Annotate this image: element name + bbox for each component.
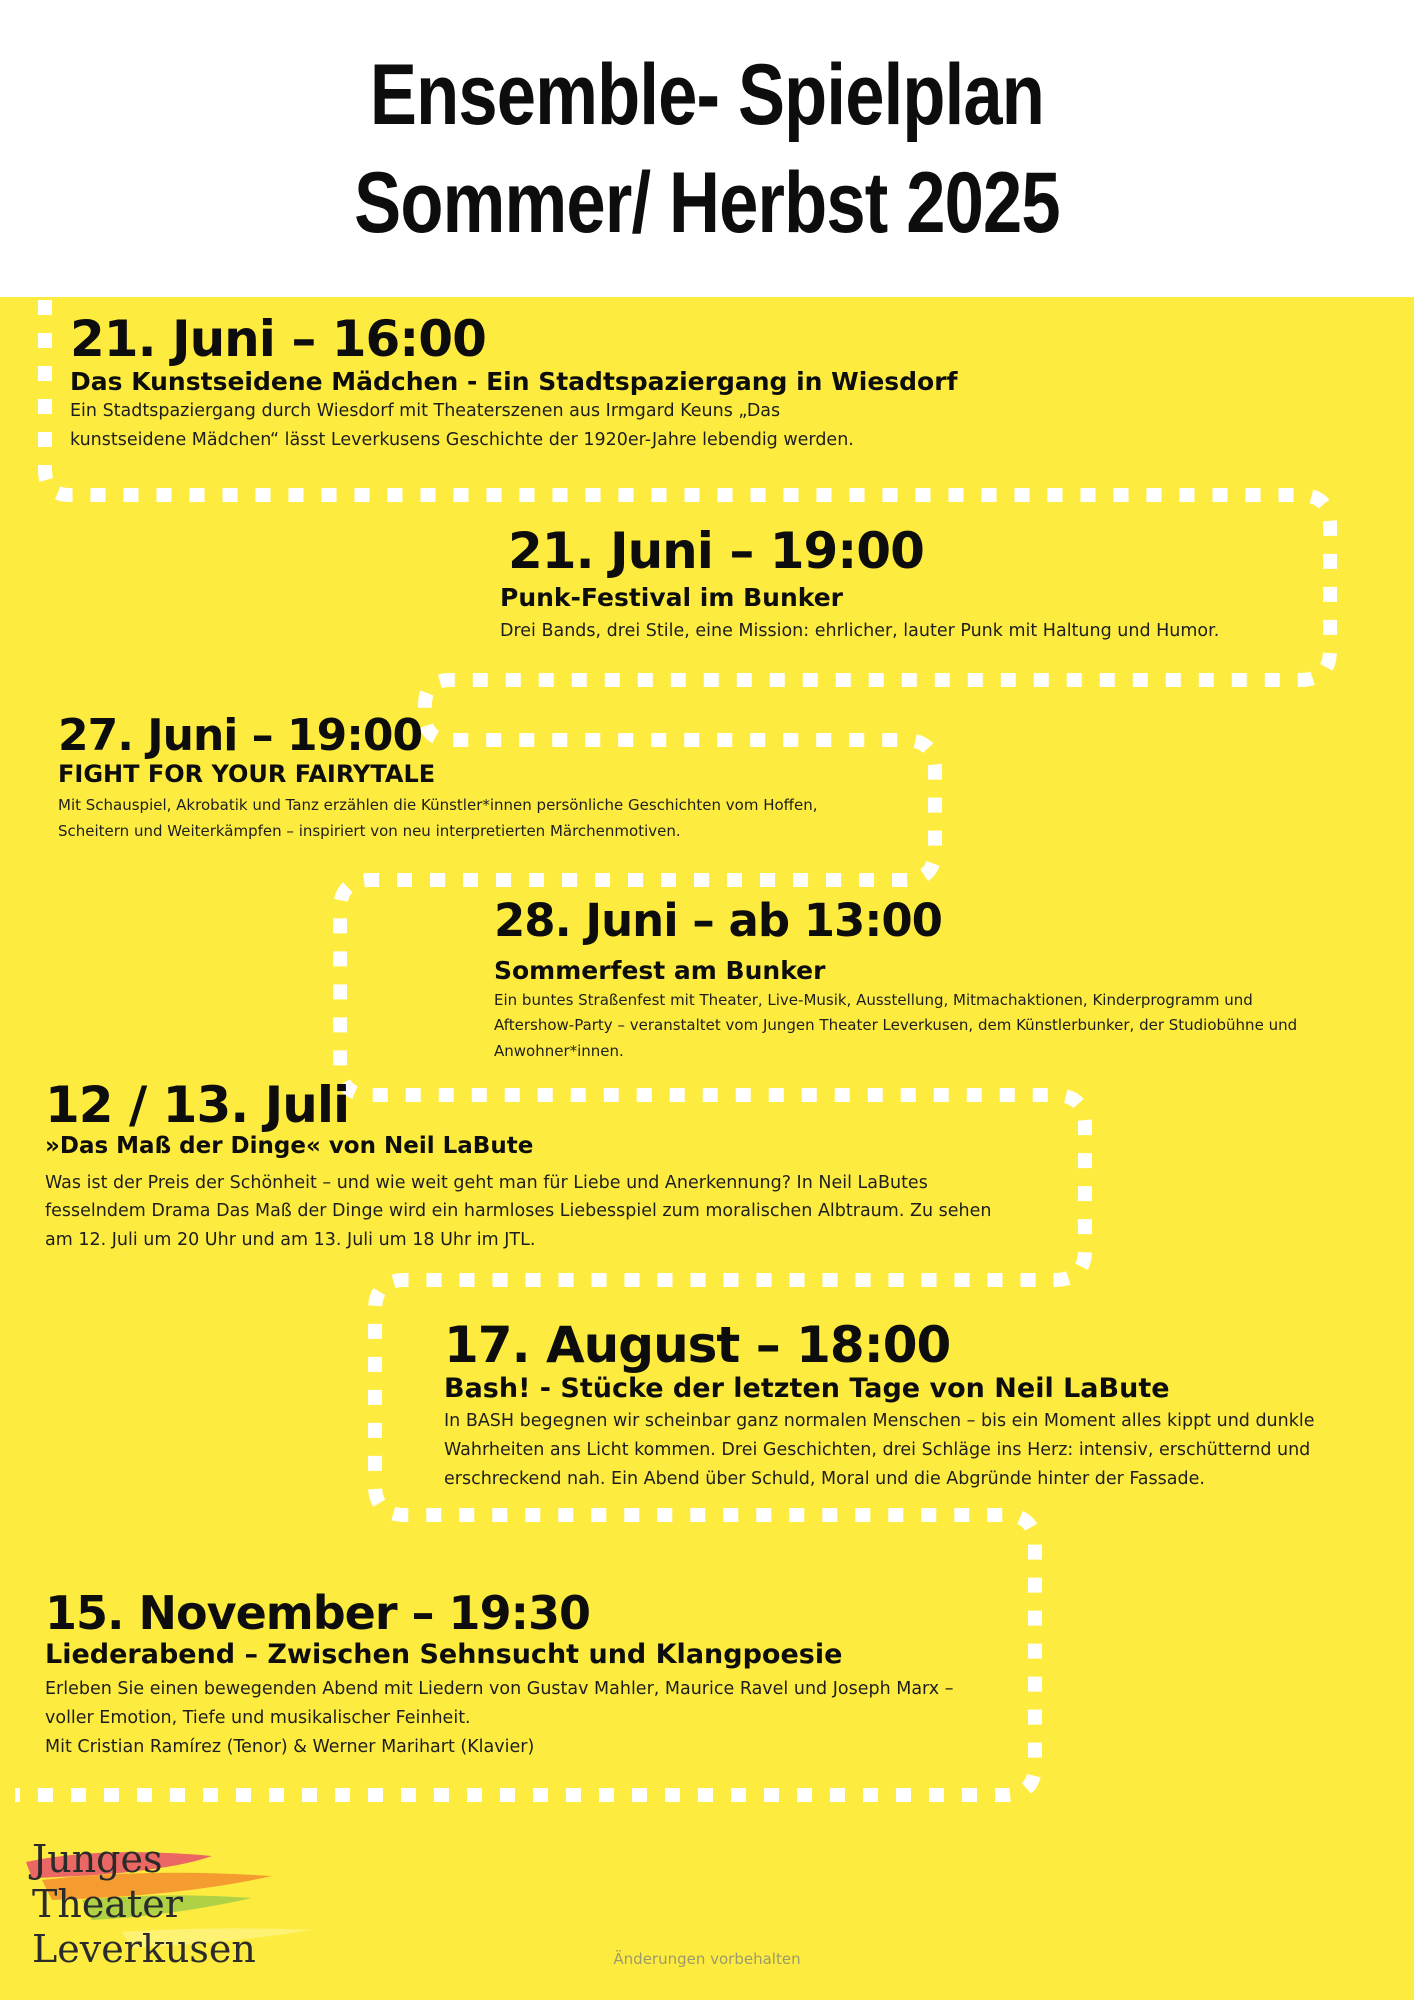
page-title-line-1: Ensemble- Spielplan xyxy=(369,47,1045,143)
logo-word-leverkusen: Leverkusen xyxy=(32,1927,256,1971)
event-description-line: In BASH begegnen wir scheinbar ganz normalen Menschen – bis ein Moment alles kippt und dunkle xyxy=(444,1411,1315,1432)
event-date: 15. November – 19:30 xyxy=(45,1586,590,1640)
event-description-line: Erleben Sie einen bewegenden Abend mit Liedern von Gustav Mahler, Maurice Ravel und Joseph Marx – xyxy=(45,1678,954,1699)
event-description-line: Drei Bands, drei Stile, eine Mission: ehrlicher, lauter Punk mit Haltung und Humor. xyxy=(500,621,1220,641)
logo-word-theater: Theater xyxy=(32,1882,183,1926)
event-description-line: kunstseidene Mädchen“ lässt Leverkusens Geschichte der 1920er-Jahre lebendig werden. xyxy=(70,429,854,450)
event-date: 21. Juni – 16:00 xyxy=(70,310,486,368)
event-7 xyxy=(45,1588,953,1762)
event-description-line: erschreckend nah. Ein Abend über Schuld, Moral und die Abgründe hinter der Fassade. xyxy=(444,1469,1205,1490)
event-date: 27. Juni – 19:00 xyxy=(58,710,423,761)
event-title: Sommerfest am Bunker xyxy=(494,955,826,985)
event-title: Liederabend – Zwischen Sehnsucht und Klangpoesie xyxy=(45,1638,843,1670)
event-description-line: Wahrheiten ans Licht kommen. Drei Geschichten, drei Schläge ins Herz: intensiv, erschütternd und xyxy=(444,1440,1311,1461)
event-date: 28. Juni – ab 13:00 xyxy=(494,894,942,947)
event-title: Das Kunstseidene Mädchen - Ein Stadtspaziergang in Wiesdorf xyxy=(70,367,958,396)
page-title-line-2: Sommer/ Herbst 2025 xyxy=(354,155,1060,251)
event-description-line: Was ist der Preis der Schönheit – und wie weit geht man für Liebe und Anerkennung? In Neil LaButes xyxy=(45,1172,928,1193)
event-description-line: Aftershow-Party – veranstaltet vom Jungen Theater Leverkusen, dem Künstlerbunker, der Studiobühne und xyxy=(494,1016,1298,1034)
event-title: Punk-Festival im Bunker xyxy=(500,583,843,612)
event-title: »Das Maß der Dinge« von Neil LaBute xyxy=(45,1133,534,1159)
event-description-line: Ein Stadtspaziergang durch Wiesdorf mit Theaterszenen aus Irmgard Keuns „Das xyxy=(70,401,781,421)
event-2 xyxy=(500,524,1219,646)
event-description-line: Mit Cristian Ramírez (Tenor) & Werner Marihart (Klavier) xyxy=(45,1736,535,1757)
event-5 xyxy=(45,1078,991,1255)
event-4 xyxy=(494,896,1297,1064)
event-description-line: Scheitern und Weiterkämpfen – inspiriert von neu interpretierten Märchenmotiven. xyxy=(58,821,681,840)
event-title: Bash! - Stücke der letzten Tage von Neil LaBute xyxy=(444,1373,1170,1404)
event-description-line: Anwohner*innen. xyxy=(494,1041,624,1060)
event-description-line: fesselndem Drama Das Maß der Dinge wird ein harmloses Liebesspiel zum moralischen Albtraum. Zu sehen xyxy=(45,1201,992,1222)
event-description-line: Ein buntes Straßenfest mit Theater, Live-Musik, Ausstellung, Mitmachaktionen, Kinderprogramm und xyxy=(494,990,1253,1009)
event-1 xyxy=(70,312,957,455)
event-date: 21. Juni – 19:00 xyxy=(508,522,924,580)
event-description-line: am 12. Juli um 20 Uhr und am 13. Juli um 18 Uhr im JTL. xyxy=(45,1230,536,1251)
event-date: 12 / 13. Juli xyxy=(45,1076,350,1134)
footer-note: Änderungen vorbehalten xyxy=(613,1950,801,1968)
event-6 xyxy=(444,1318,1315,1494)
event-title: FIGHT FOR YOUR FAIRYTALE xyxy=(58,760,436,789)
event-3 xyxy=(58,712,818,844)
logo-word-junges: Junges xyxy=(32,1837,163,1881)
event-description-line: Mit Schauspiel, Akrobatik und Tanz erzählen die Künstler*innen persönliche Geschichten vom Hoffen, xyxy=(58,796,818,815)
event-description-line: voller Emotion, Tiefe und musikalischer Feinheit. xyxy=(45,1707,471,1728)
event-date: 17. August – 18:00 xyxy=(444,1316,951,1374)
